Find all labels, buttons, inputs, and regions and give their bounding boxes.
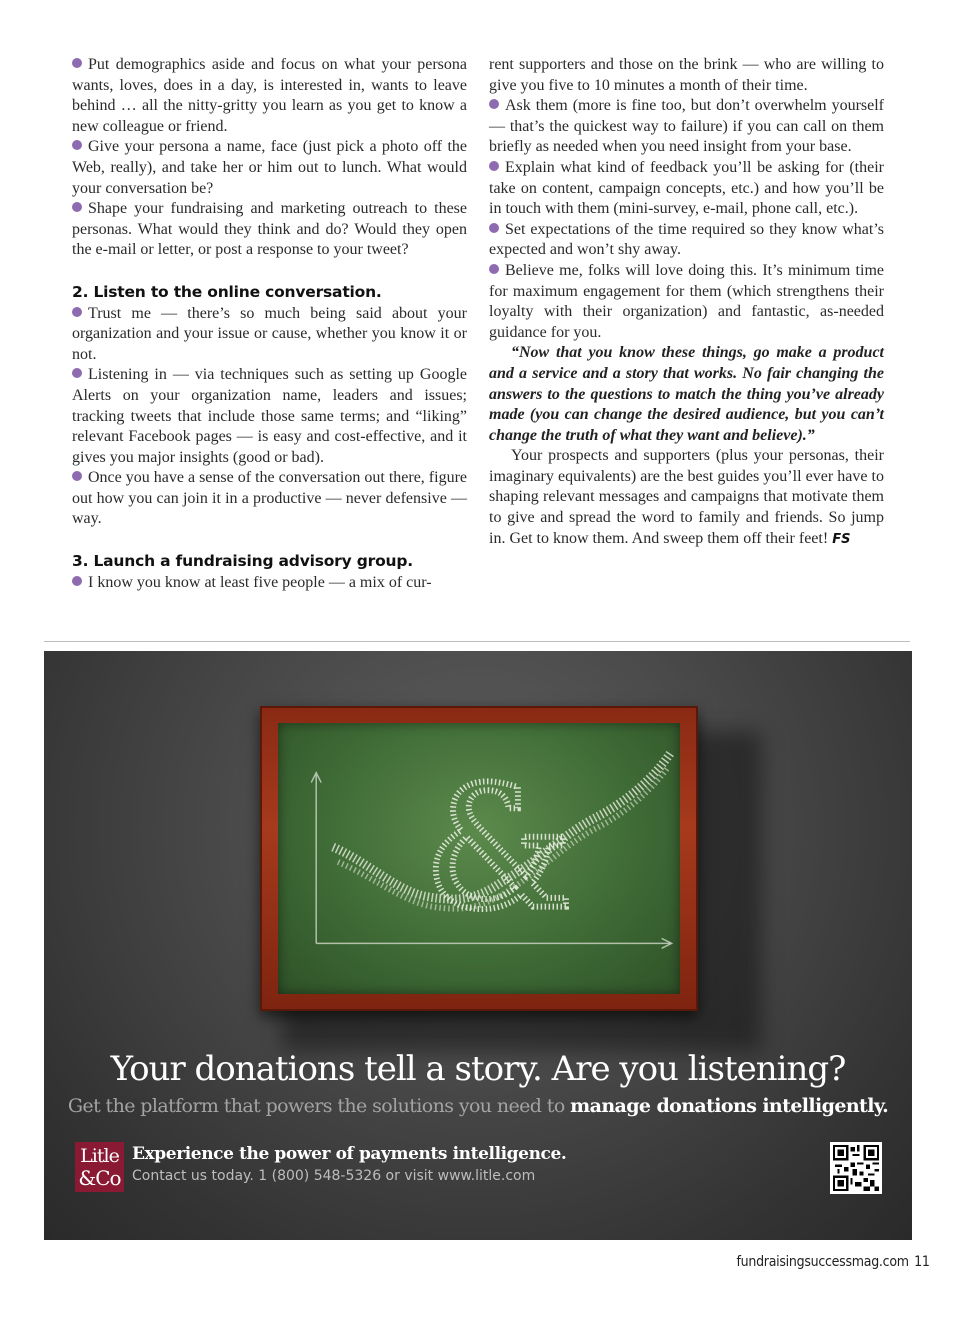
divider xyxy=(44,641,910,642)
advertisement[interactable] xyxy=(44,651,912,1240)
bullet-paragraph: Ask them (more is fine too, but don’t overwhelm yourself — that’s the quickest way to failure) if you can call on them briefly as needed when you need insight from your base. xyxy=(489,97,884,156)
bullet-paragraph: Give your persona a name, face (just pick a photo off the Web, really), and take her or him out to lunch. What would your conversation be? xyxy=(72,138,467,197)
bullet-paragraph: Listening in — via techniques such as setting up Google Alerts on your organization name, leaders and issues; tracking tweets that include those same terms; and “liking” relevant Facebook pages — is easy and cost-effective, and it gives you major insights (good or bad). xyxy=(72,366,467,466)
chalkboard-frame xyxy=(260,706,698,1011)
ad-contact-info[interactable]: Contact us today. 1 (800) 548-5326 or visit www.litle.com xyxy=(132,1168,536,1184)
ad-call-to-action: Experience the power of payments intelligence. xyxy=(132,1144,567,1164)
pull-quote: “Now that you know these things, go make a product and a service and a story that works. No fair changing the answers to the questions to match the thing you’ve already made (you can change the desired audience, but you can’t change the truth of what they want and believe).” xyxy=(489,344,884,444)
bullet-icon xyxy=(489,264,499,274)
bullet-paragraph: I know you know at least five people — a mix of cur- xyxy=(72,573,467,594)
bullet-icon xyxy=(72,140,82,150)
bullet-paragraph: Set expectations of the time required so they know what’s expected and won’t shy away. xyxy=(489,220,884,259)
end-mark: FS xyxy=(832,531,851,547)
footer-site[interactable]: fundraisingsuccessmag.com xyxy=(736,1254,910,1270)
bullet-icon xyxy=(72,202,82,212)
bullet-icon xyxy=(489,99,499,109)
closing-paragraph: Your prospects and supporters (plus your personas, their imaginary equivalents) are the best guides you’ll ever have to shaping relevant messages and campaigns that motivate them to give and spread the word to family and friends. So jump in. Get to know them. And sweep them off their feet! FS xyxy=(489,447,884,547)
section-heading-advisory: 3. Launch a fundraising advisory group. xyxy=(72,552,413,571)
litle-co-logo[interactable]: Litle &Co xyxy=(75,1142,124,1192)
bullet-icon xyxy=(489,161,499,171)
qr-code-icon[interactable] xyxy=(830,1142,882,1194)
continued-paragraph: rent supporters and those on the brink — who are willing to give you five to 10 minutes a month of their time. xyxy=(489,56,884,94)
right-column xyxy=(489,55,884,550)
bullet-icon xyxy=(72,368,82,378)
chalk-chart-illustration xyxy=(278,723,680,994)
bullet-paragraph: Once you have a sense of the conversation out there, figure out how you can join it in a productive — never defensive — way. xyxy=(72,469,467,528)
bullet-paragraph: Shape your fundraising and marketing outreach to these personas. What would they think and do? Would they open the e-mail or letter, or post a response to your tweet? xyxy=(72,200,467,259)
page-footer xyxy=(737,1254,930,1270)
chalkboard xyxy=(278,723,680,994)
bullet-icon xyxy=(72,307,82,317)
ampersand-glyph: & xyxy=(423,749,574,947)
bullet-paragraph: Explain what kind of feedback you’ll be asking for (their take on content, campaign concepts, etc.) and how you’ll be in touch with them (mini-survey, e-mail, phone call, etc.). xyxy=(489,158,884,218)
bullet-icon xyxy=(72,576,82,586)
bullet-paragraph: Trust me — there’s so much being said about your organization and your issue or cause, whether you know it or not. xyxy=(72,304,467,363)
bullet-icon xyxy=(72,471,82,481)
bullet-icon xyxy=(489,223,499,233)
left-column xyxy=(72,55,467,593)
bullet-paragraph: Believe me, folks will love doing this. It’s minimum time for maximum engagement for them (which strengthens their loyalty with their organization) and fantastic, as-needed guidance for you. xyxy=(489,261,884,341)
bullet-paragraph: Put demographics aside and focus on what your persona wants, loves, does in a day, is interested in, wants to leave behind … all the nitty-gritty you learn as you get to know a new colleague or friend. xyxy=(72,56,467,135)
bullet-icon xyxy=(72,58,82,68)
ad-subheadline: Get the platform that powers the solutions you need to manage donations intelligently. xyxy=(67,1095,889,1117)
section-heading-listen: 2. Listen to the online conversation. xyxy=(72,282,382,301)
page-number: 11 xyxy=(914,1254,930,1270)
ad-headline: Your donations tell a story. Are you listening? xyxy=(110,1049,846,1089)
